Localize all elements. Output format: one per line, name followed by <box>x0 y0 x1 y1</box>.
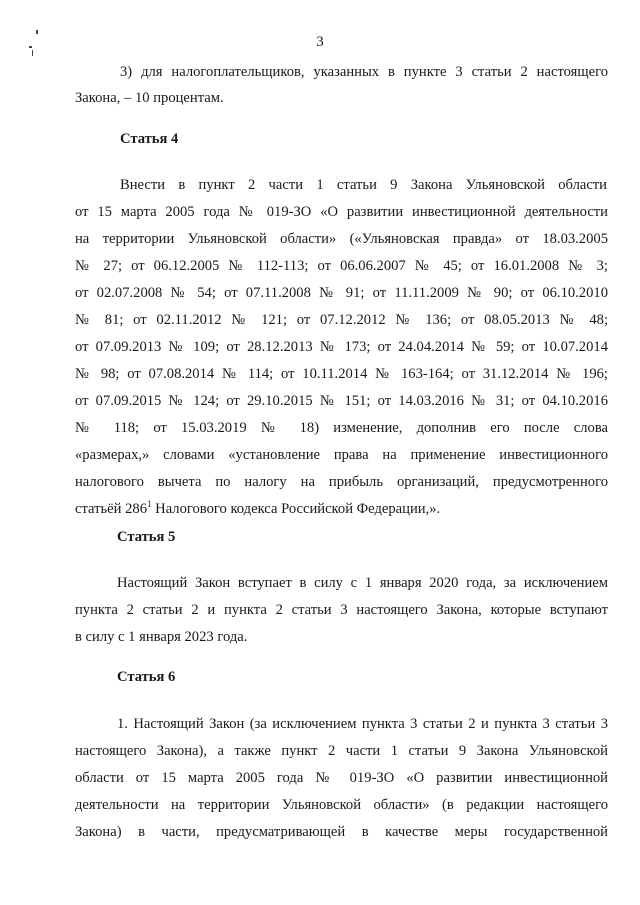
article-5-line: в силу с 1 января 2023 года. <box>75 629 248 645</box>
intro-line: 3) для налогоплательщиков, указанных в пункте 3 статьи 2 настоящего <box>120 64 608 80</box>
intro-line: Закона, – 10 процентам. <box>75 90 224 106</box>
article-4-line: от 15 марта 2005 года № 019-ЗО «О развитии инвестиционной деятельности <box>75 204 608 220</box>
article-4-line: Внести в пункт 2 части 1 статьи 9 Закона Ульяновской области <box>120 177 607 193</box>
article-4-line: налогового вычета по налогу на прибыль организаций, предусмотренного <box>75 474 608 490</box>
article-6-heading: Статья 6 <box>117 669 176 685</box>
article-4-line: на территории Ульяновской области» («Ульяновская правда» от 18.03.2005 <box>75 231 608 247</box>
article-4-last-line-end: Налогового кодекса Российской Федерации,». <box>151 501 441 517</box>
article-4-line: от 02.07.2008 № 54; от 07.11.2008 № 91; от 11.11.2009 № 90; от 06.10.2010 <box>75 285 608 301</box>
article-4-line: от 07.09.2015 № 124; от 29.10.2015 № 151; от 14.03.2016 № 31; от 04.10.2016 <box>75 393 608 409</box>
article-6-line: 1. Настоящий Закон (за исключением пункта 3 статьи 2 и пункта 3 статьи 3 <box>117 716 608 732</box>
article-5-line: пункта 2 статьи 2 и пункта 2 статьи 3 настоящего Закона, которые вступают <box>75 602 608 618</box>
article-4-line: № 118; от 15.03.2019 № 18) изменение, дополнив его после слова <box>75 420 608 436</box>
page-number: 3 <box>316 34 324 50</box>
article-4-last-line-start: статьёй 286 <box>75 501 147 517</box>
article-4-line: от 07.09.2013 № 109; от 28.12.2013 № 173; от 24.04.2014 № 59; от 10.07.2014 <box>75 339 608 355</box>
article-reference-superscript: 1 <box>147 499 152 510</box>
article-4-heading: Статья 4 <box>120 131 179 147</box>
article-6-line: деятельности на территории Ульяновской области» (в редакции настоящего <box>75 797 608 813</box>
article-4-last-line <box>75 500 608 518</box>
article-4-line: № 81; от 02.11.2012 № 121; от 07.12.2012 № 136; от 08.05.2013 № 48; <box>75 312 608 328</box>
article-6-line: Закона) в части, предусматривающей в качестве меры государственной <box>75 824 608 840</box>
article-4-line: № 27; от 06.12.2005 № 112-113; от 06.06.2007 № 45; от 16.01.2008 № 3; <box>75 258 608 274</box>
article-6-line: настоящего Закона), а также пункт 2 части 1 статьи 9 Закона Ульяновской <box>75 743 608 759</box>
article-4-line: «размерах,» словами «установление права на применение инвестиционного <box>75 447 608 463</box>
article-5-line: Настоящий Закон вступает в силу с 1 января 2020 года, за исключением <box>117 575 608 591</box>
article-6-line: области от 15 марта 2005 года № 019-ЗО «О развитии инвестиционной <box>75 770 608 786</box>
article-5-heading: Статья 5 <box>117 529 176 545</box>
article-4-line: № 98; от 07.08.2014 № 114; от 10.11.2014 № 163-164; от 31.12.2014 № 196; <box>75 366 608 382</box>
